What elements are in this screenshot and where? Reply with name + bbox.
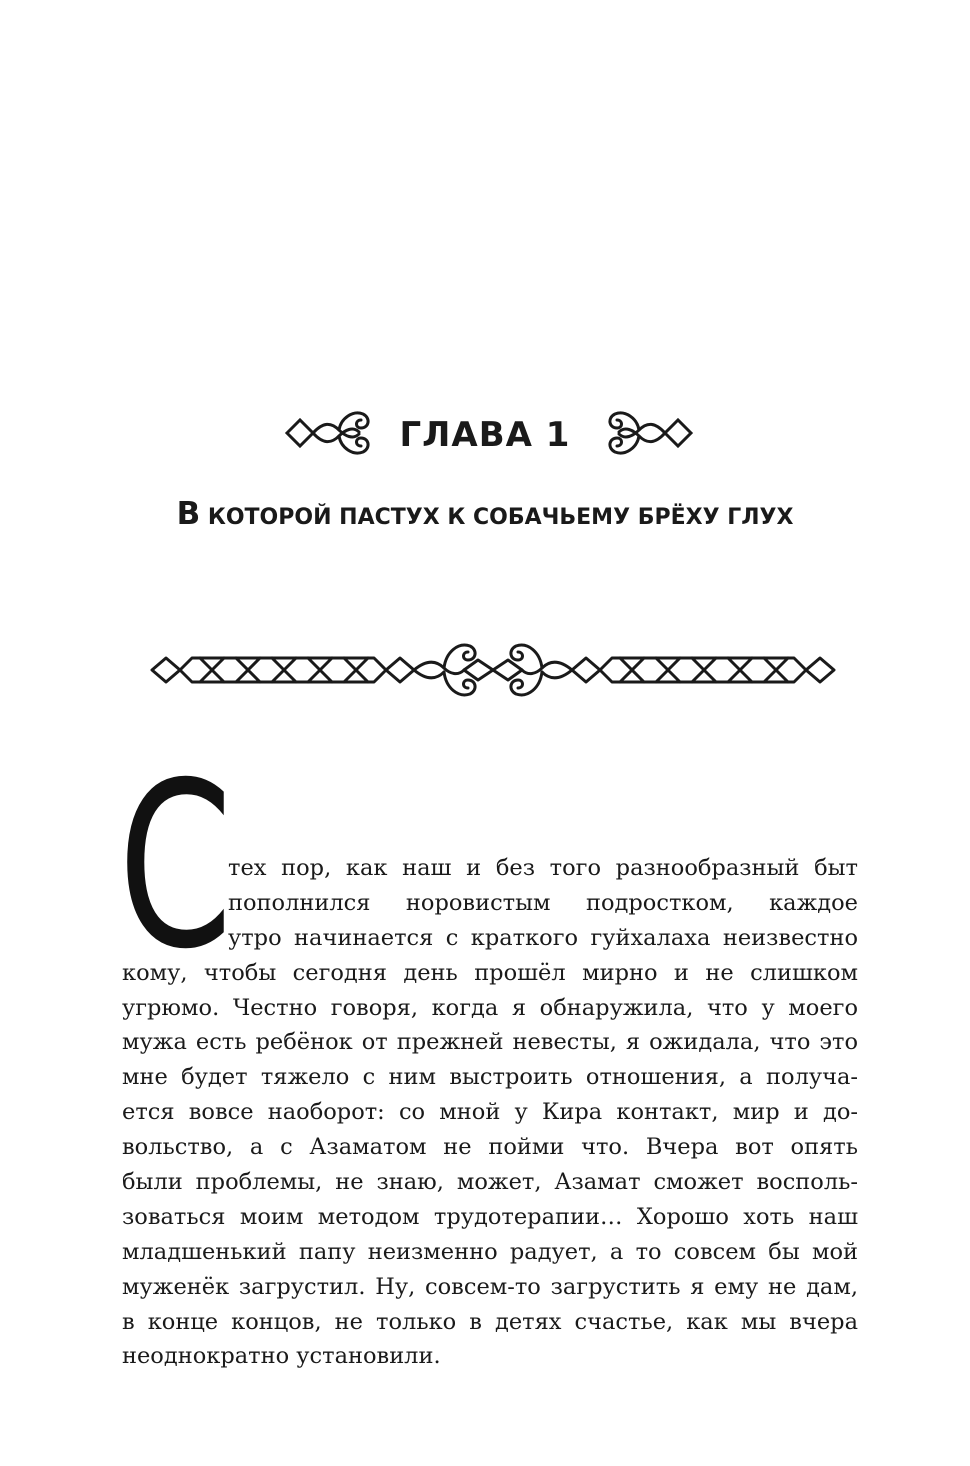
text-line: мне будет тяжело с ним выстроить отношения, а получа- <box>122 1064 858 1091</box>
text-line: муженёк загрустил. Ну, совсем-то загрустить я ему не дам, <box>122 1273 858 1300</box>
text-line: пополнился норовистым подростком, каждое <box>228 889 858 916</box>
text-line: были проблемы, не знаю, может, Азамат сможет восполь- <box>122 1169 858 1196</box>
text-line: тех пор, как наш и без того разнообразный быт <box>228 855 858 881</box>
chapter-subtitle-text: КОТОРОЙ ПАСТУХ К СОБАЧЬЕМУ БРЁХУ ГЛУХ <box>200 505 794 530</box>
chapter-heading <box>0 400 970 470</box>
right-scroll-ornament-icon <box>605 400 695 466</box>
text-line: мужа есть ребёнок от прежней невесты, я ожидала, что это <box>122 1029 858 1056</box>
text-line: вольство, а с Азаматом не пойми что. Вчера вот опять <box>122 1134 858 1161</box>
drop-cap: С <box>118 733 233 999</box>
chapter-title: ГЛАВА 1 <box>399 415 571 455</box>
text-line: в конце концов, не только в детях счастье, как мы вчера <box>122 1308 858 1335</box>
chapter-subtitle <box>0 494 970 538</box>
text-line: ется вовсе наоборот: со мной у Кира контакт, мир и до- <box>122 1099 858 1126</box>
text-line: угрюмо. Честно говоря, когда я обнаружила, что у моего <box>122 994 858 1021</box>
text-line: кому, чтобы сегодня день прошёл мирно и не слишком <box>122 959 858 986</box>
text-line: утро начинается с краткого гуйхалаха неизвестно <box>228 924 858 951</box>
text-line: зоваться моим методом трудотерапии… Хорошо хоть наш <box>122 1203 858 1230</box>
body-text <box>122 851 858 1374</box>
divider-ornament-icon <box>148 630 838 710</box>
chapter-subtitle-initial: В <box>176 496 201 532</box>
text-line: неоднократно установили. <box>122 1343 441 1370</box>
text-line: младшенький папу неизменно радует, а то совсем бы мой <box>122 1238 858 1265</box>
left-scroll-ornament-icon <box>283 400 373 466</box>
